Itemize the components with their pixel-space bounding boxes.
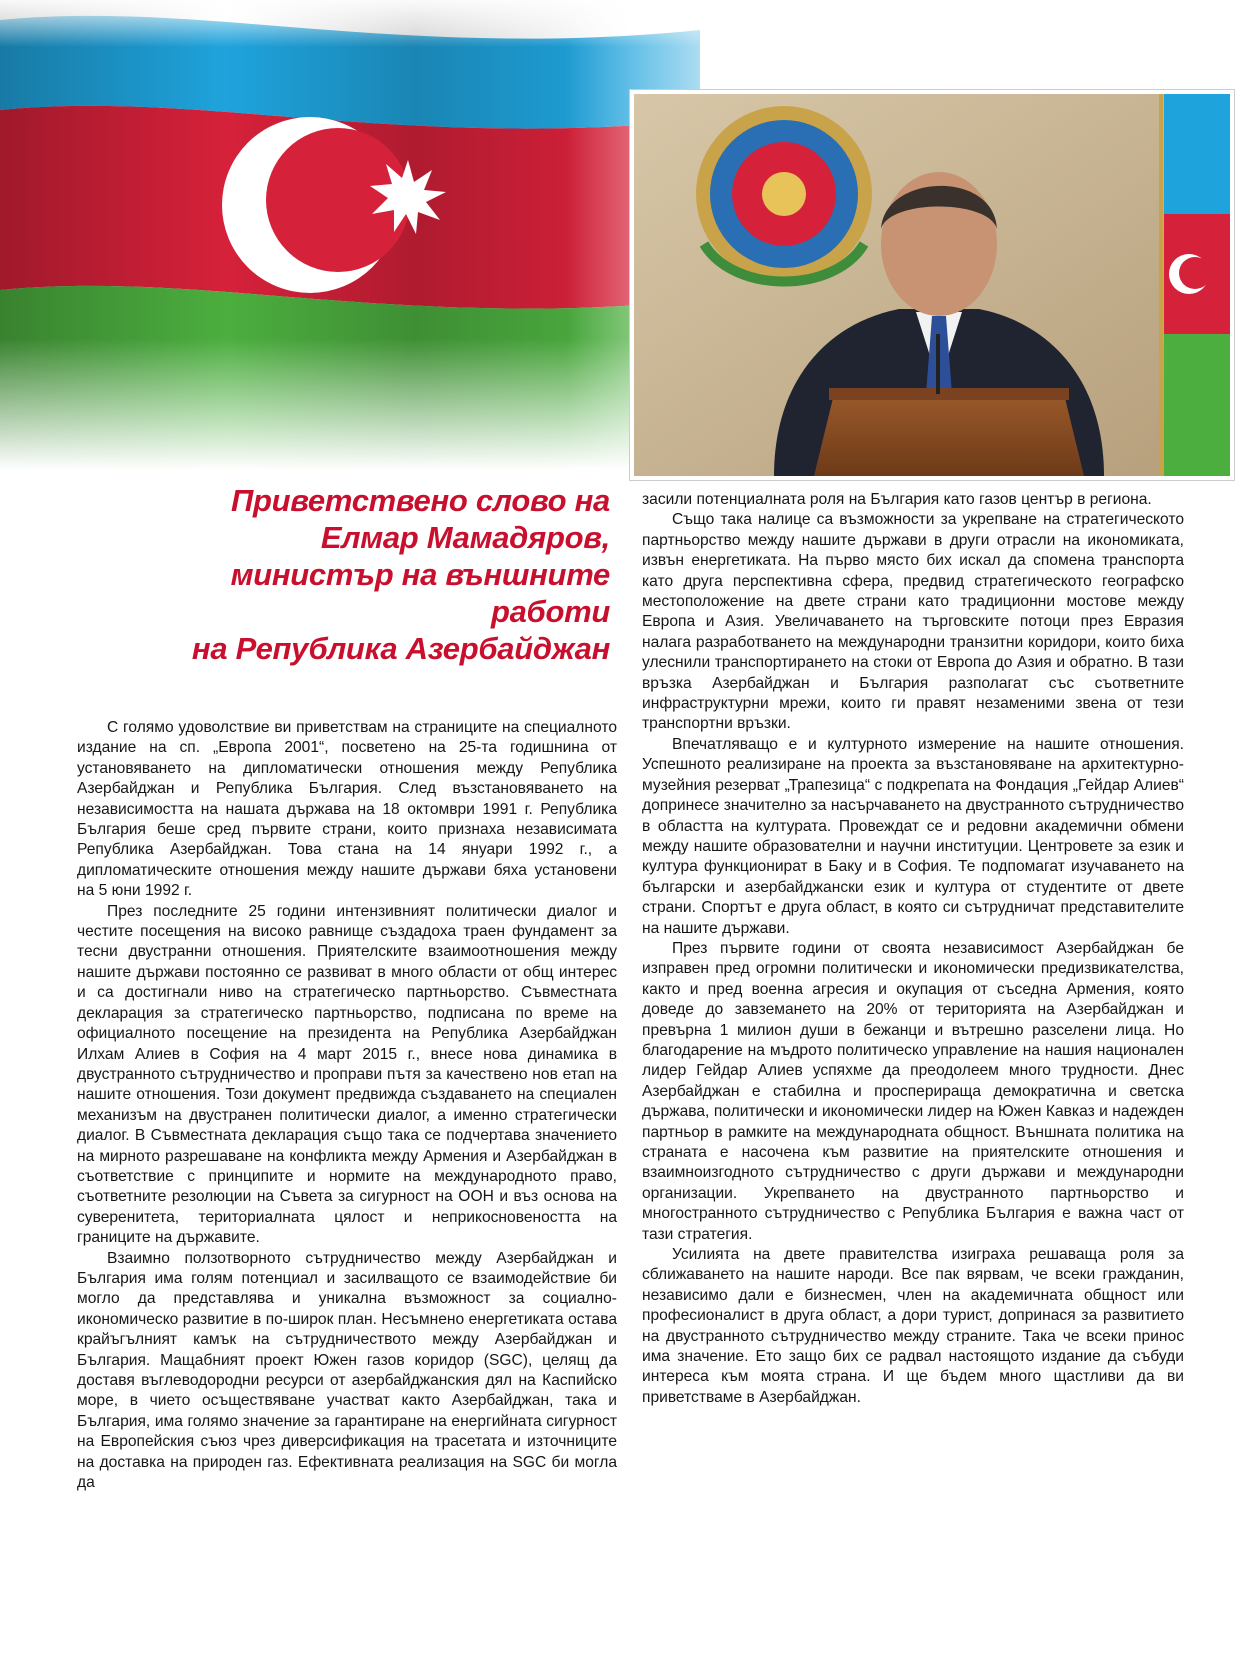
headline-line: министър на външните работи (230, 557, 610, 629)
paragraph: През последните 25 години интензивният политически диалог и честите посещения на високо равнище създадоха траен фундамент за тесни двустранни отношения. Приятелските взаимоотношения между нашите държави постоянно се развиват в много области от общ интерес и са достигнали ниво на стратегическо партньорство. Съвместната декларация за стратегическо партньорство, подписана по време на официалното посещение на президента на Република Азербайджан Илхам Алиев в София на 4 март 2015 г., внесе нова динамика в двустранното сътрудничество и проправи пътя за качествено нов етап на нашите отношения. Този документ предвижда създаването на специален механизъм на двустранен политически диалог, а именно стратегически диалог. В Съвместната декларация също така се подчертава значението на мирното разрешаване на конфликта между Армения и Азербайджан в съответствие с принципите и нормите на международното право, съответните резолюции на Съвета за сигурност на ООН и въз основа на суверенитета, териториалната цялост и неприкосновеността на границите на държавите. (77, 902, 617, 1247)
paragraph: Усилията на двете правителства изиграха решаваща роля за сближаването на нашите народи. Все пак вярвам, че всеки гражданин, независимо дали е бизнесмен, член на академичната общност или професионалист в друга област, а дори турист, допринася за развитието на двустранното сътрудничество между страните. Така че всеки принос има значение. Ето защо бих се радвал настоящото издание да събуди интереса към моята страна. И ще бъдем много щастливи да ви приветстваме в Азербайджан. (642, 1246, 1184, 1406)
right-text-column (642, 490, 1184, 1408)
headline-line: Елмар Мамадяров, (320, 520, 610, 555)
paragraph: засили потенциалната роля на България като газов център в региона. (642, 491, 1152, 508)
paragraph: През първите години от своята независимост Азербайджан бе изправен пред огромни политически и икономически предизвикателства, както и пред военна агресия и окупация от съседна Армения, която доведе до завземането на 20% от територията на Азербайджан и превърна 1 милион души в бежанци и вътрешно разселени лица. Но благодарение на мъдрото политическо управление на нашия национален лидер Гейдар Алиев успяхме да преодолеем много трудности. Днес Азербайджан е стабилна и просперираща демократична и светска държава, политически и икономически лидер на Южен Кавказ и надежден партньор в рамките на международната общност. Външната политика на страната е насочена към развитие на приятелските отношения и взаимноизгодното сътрудничество с други държави и международни организации. Укрепването на двустранното партньорство и многостранното сътрудничество с Република България е важна част от тази стратегия. (642, 939, 1184, 1243)
left-text-column (77, 718, 617, 1493)
minister-at-podium-photo (630, 90, 1234, 480)
paragraph: Впечатляващо е и културното измерение на нашите отношения. Успешното реализиране на проекта за възстановяване на архитектурно-музейния резерват „Трапезица“ с подкрепата на Фондация „Гейдар Алиев“ допринесе значително за насърчаването на двустранното сътрудничество в областта на културата. Провеждат се и редовни академични обмени между нашите образователни и научни институции. Центровете за език и култура функционират в Баку и в София. Те подпомагат изучаването на български и азербайджански език и култура от студентите от двете страни. Спортът е друга област, в която си сътрудничат представителите на нашите държави. (642, 735, 1184, 937)
paragraph: С голямо удоволствие ви приветствам на страниците на специалното издание на сп. „Европа 2001“, посветено на 25-та годишнина от установяването на дипломатически отношения между Република Азербайджан и Република България. След възстановяването на независимостта на нашата държава на 18 октомври 1991 г. Република България беше сред първите страни, които признаха независимата Република Азербайджан. Това стана на 14 януари 1992 г., а дипломатическите отношения между нашите държави бяха установени на 5 юни 1992 г. (77, 719, 617, 900)
paragraph: Също така налице са възможности за укрепване на стратегическото партньорство между нашите държави в други отрасли на икономиката, извън енергетиката. На първо място бих искал да спомена транспорта като друга перспективна сфера, предвид стратегическото географско местоположение на двете страни като традиционни мостове между Европа и Азия. Увеличаването на търговските потоци през Евразия налага разработването на международни транзитни коридори, които биха улеснили транспортирането на стоки от Европа до Азия и обратно. В тази връзка Азербайджан и България разполагат със съответните инфраструктурни мрежи, които ги правят незаменими звена от тези транспортни връзки. (642, 511, 1184, 733)
headline-line: Приветствено слово на (230, 483, 610, 518)
headline-line: на Република Азербайджан (191, 631, 610, 666)
article-headline (110, 482, 610, 667)
paragraph: Взаимно ползотворното сътрудничество между Азербайджан и България има голям потенциал и засилващото се взаимодействие би могло да представлява и уникална възможност за социално-икономическо развитие в по-широк план. Несъмнено енергетиката остава крайъгълният камък на сътрудничеството между Азербайджан и България. Мащабният проект Южен газов коридор (SGC), целящ да доставя въглеводородни ресурси от азербайджанския дял на Каспийско море, в чието осъществяване участват както Азербайджан, така и България, има голямо значение за гарантиране на енергийната сигурност на Европейския съюз чрез диверсификация на трасетата и източниците на доставка на природен газ. Ефективната реализация на SGC би могла да (77, 1249, 617, 1492)
